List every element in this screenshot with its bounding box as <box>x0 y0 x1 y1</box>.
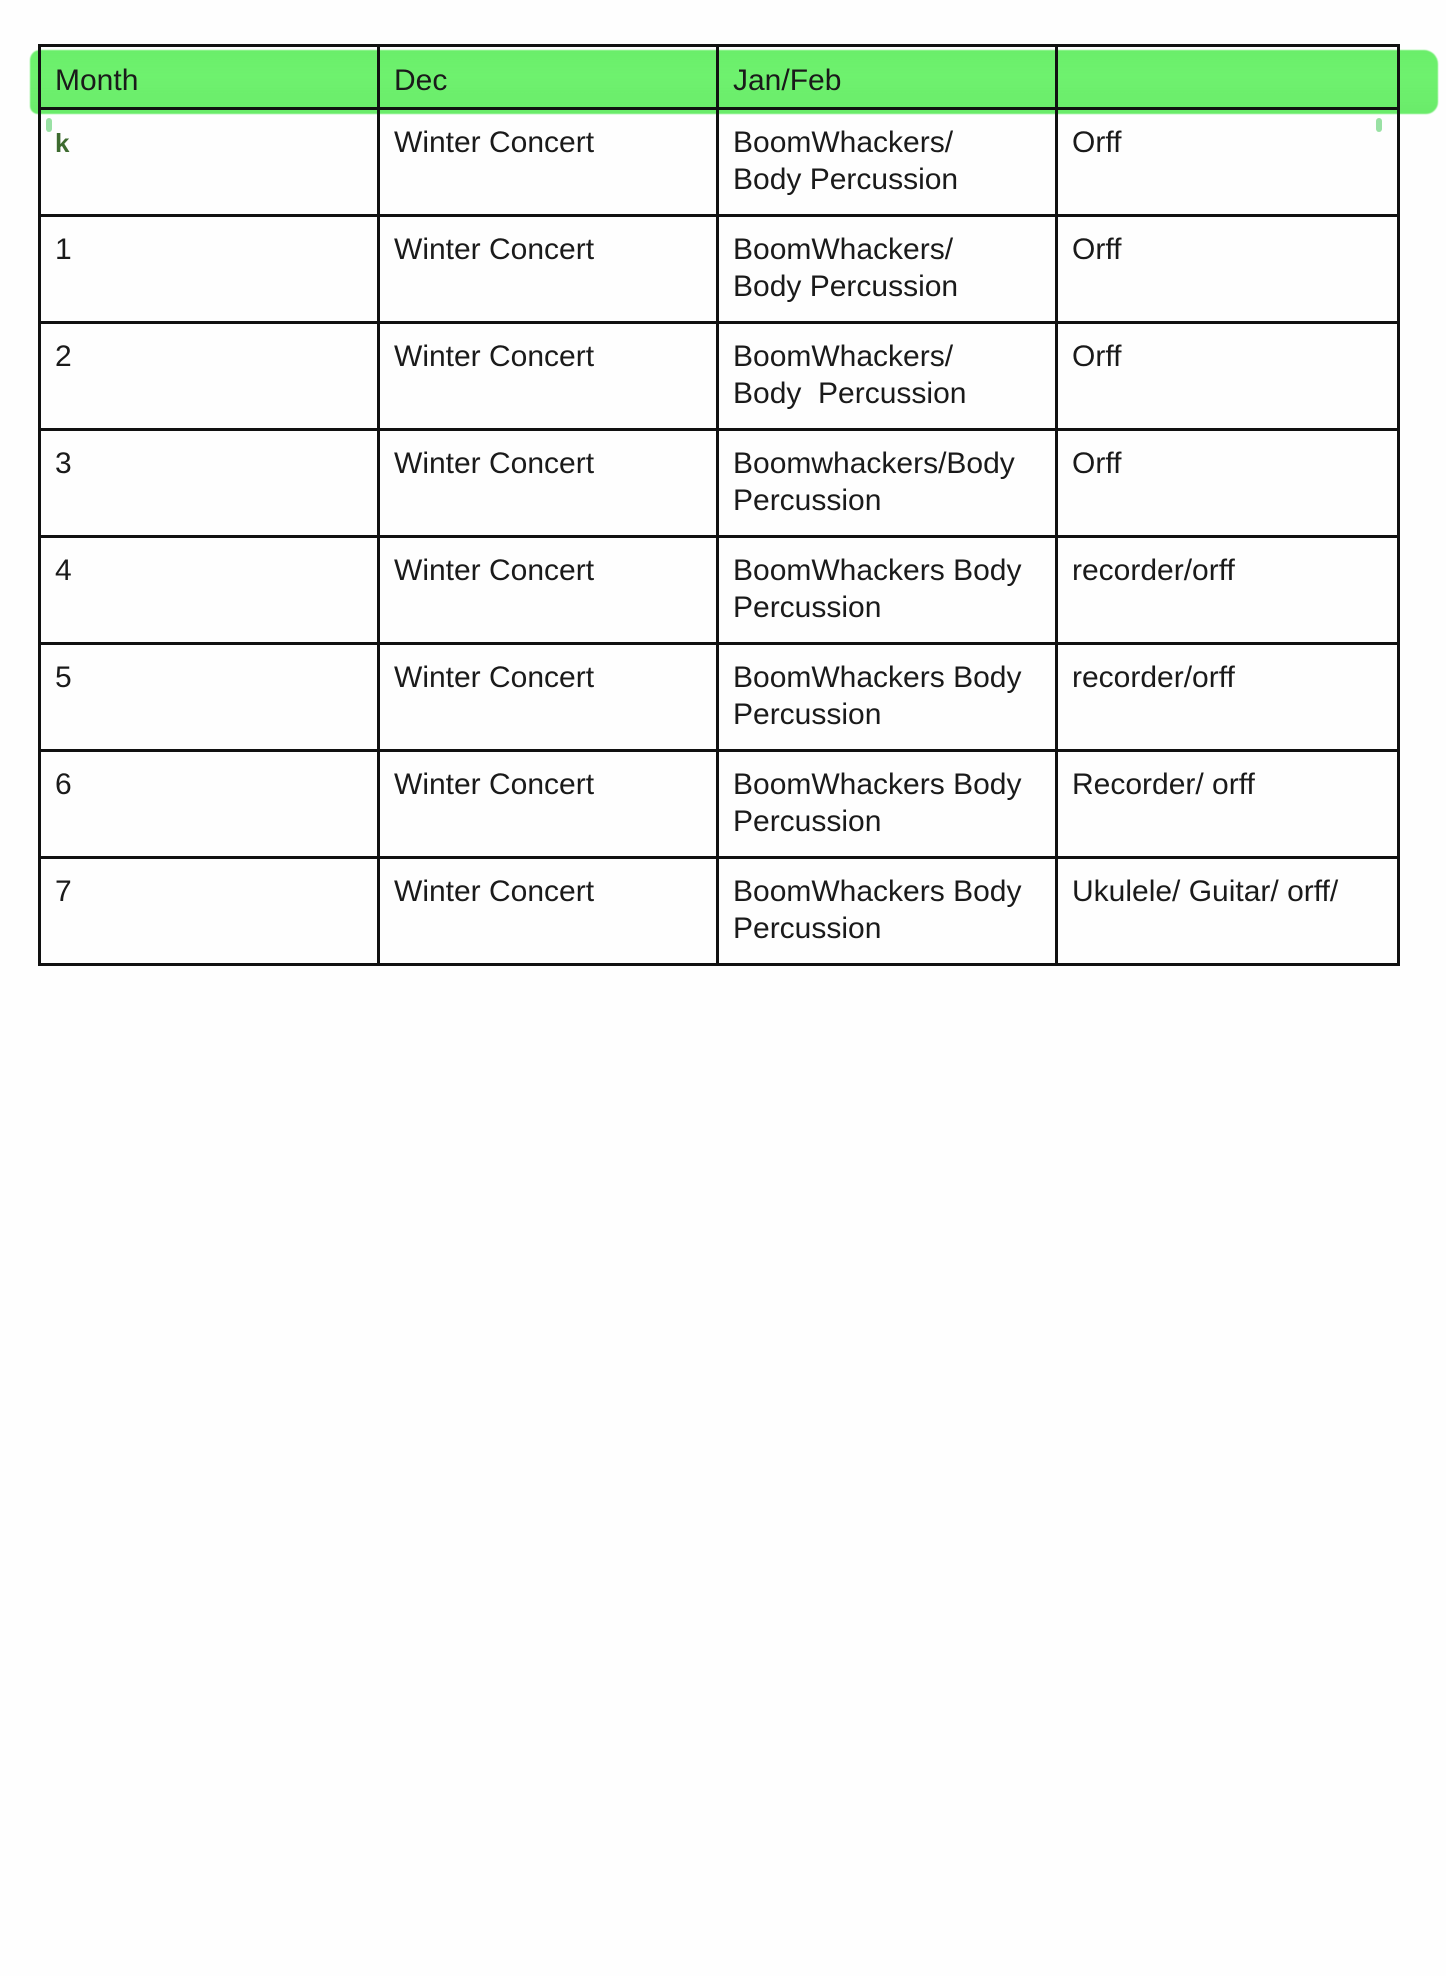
cell-col4: Recorder/ orff <box>1057 751 1399 858</box>
cell-janfeb: BoomWhackers Body Percussion <box>718 858 1057 965</box>
cell-col4: Orff <box>1057 323 1399 430</box>
cell-col4: Orff <box>1057 216 1399 323</box>
header-janfeb: Jan/Feb <box>718 46 1057 109</box>
cell-janfeb: Boomwhackers/Body Percussion <box>718 430 1057 537</box>
cell-month: 4 <box>40 537 379 644</box>
cell-janfeb: BoomWhackers Body Percussion <box>718 644 1057 751</box>
cell-janfeb: BoomWhackers Body Percussion <box>718 537 1057 644</box>
cell-month: 3 <box>40 430 379 537</box>
cell-dec: Winter Concert <box>379 644 718 751</box>
table-row <box>40 323 1399 430</box>
cell-dec: Winter Concert <box>379 323 718 430</box>
cell-month: 7 <box>40 858 379 965</box>
cell-janfeb: BoomWhackers/ Body Percussion <box>718 323 1057 430</box>
cell-col4: recorder/orff <box>1057 537 1399 644</box>
cell-dec: Winter Concert <box>379 537 718 644</box>
cell-dec: Winter Concert <box>379 430 718 537</box>
table-row <box>40 216 1399 323</box>
table-row <box>40 537 1399 644</box>
header-row <box>40 46 1399 109</box>
cell-janfeb: BoomWhackers Body Percussion <box>718 751 1057 858</box>
cell-col4: Orff <box>1057 430 1399 537</box>
cell-col4: recorder/orff <box>1057 644 1399 751</box>
cell-month: 6 <box>40 751 379 858</box>
cell-col4: Ukulele/ Guitar/ orff/ <box>1057 858 1399 965</box>
table-row <box>40 644 1399 751</box>
cell-month <box>40 109 379 216</box>
header-col4 <box>1057 46 1399 109</box>
cell-dec: Winter Concert <box>379 858 718 965</box>
header-dec: Dec <box>379 46 718 109</box>
cell-col4: Orff <box>1057 109 1399 216</box>
handwritten-mark: k <box>55 128 70 158</box>
cell-month: 1 <box>40 216 379 323</box>
table-row <box>40 751 1399 858</box>
table-row <box>40 858 1399 965</box>
table-row <box>40 430 1399 537</box>
cell-dec: Winter Concert <box>379 216 718 323</box>
cell-month: 5 <box>40 644 379 751</box>
music-schedule-table <box>38 44 1400 966</box>
cell-month: 2 <box>40 323 379 430</box>
cell-dec: Winter Concert <box>379 109 718 216</box>
table-row <box>40 109 1399 216</box>
header-month: Month <box>40 46 379 109</box>
cell-dec: Winter Concert <box>379 751 718 858</box>
cell-janfeb: BoomWhackers/ Body Percussion <box>718 216 1057 323</box>
cell-janfeb: BoomWhackers/ Body Percussion <box>718 109 1057 216</box>
